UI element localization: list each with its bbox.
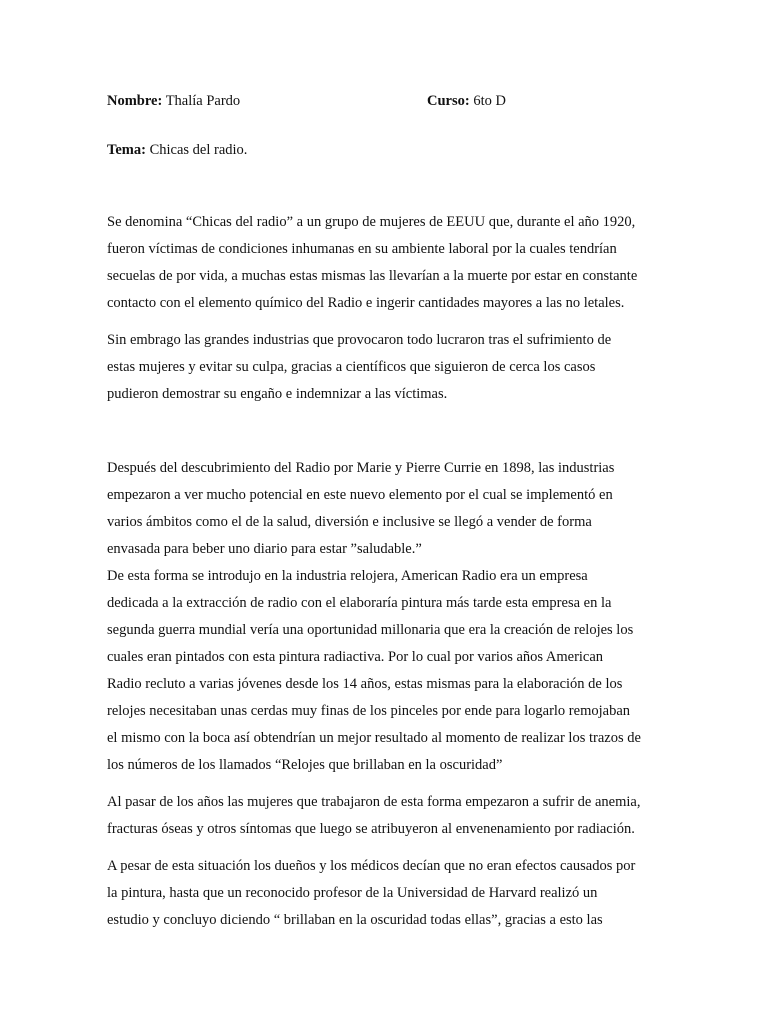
- paragraph-2-line: Sin embrago las grandes industrias que provocaron todo lucraron tras el sufrimiento de: [107, 332, 612, 348]
- paragraph-1-line: contacto con el elemento químico del Radio e ingerir cantidades mayores a las no letales.: [107, 295, 625, 311]
- paragraph-3-line: empezaron a ver mucho potencial en este nuevo elemento por el cual se implementó en: [107, 487, 613, 503]
- paragraph-5-line: A pesar de esta situación los dueños y los médicos decían que no eran efectos causados por: [107, 858, 636, 874]
- paragraph-4-line: Al pasar de los años las mujeres que trabajaron de esta forma empezaron a sufrir de anemia,: [107, 794, 641, 810]
- paragraph-3-line: segunda guerra mundial vería una oportunidad millonaria que era la creación de relojes los: [107, 622, 634, 638]
- topic-row: [107, 141, 247, 159]
- paragraph-3-line: cuales eran pintados con esta pintura radiactiva. Por lo cual por varios años American: [107, 649, 604, 665]
- paragraph-1-line: secuelas de por vida, a muchas estas mismas las llevarían a la muerte por estar en constante: [107, 268, 638, 284]
- paragraph-5-line: estudio y concluyo diciendo “ brillaban en la oscuridad todas ellas”, gracias a esto las: [107, 912, 603, 928]
- paragraph-3-line: De esta forma se introdujo en la industria relojera, American Radio era un empresa: [107, 568, 588, 584]
- paragraph-3-line: dedicada a la extracción de radio con el elaboraría pintura más tarde esta empresa en la: [107, 595, 612, 611]
- paragraph-3-line: relojes necesitaban unas cerdas muy finas de los pinceles por ende para logarlo remojaban: [107, 703, 631, 719]
- topic-label: Tema:: [107, 142, 146, 158]
- course-value: 6to D: [473, 93, 506, 109]
- topic-value: Chicas del radio.: [149, 142, 248, 158]
- paragraph-3-line: Radio recluto a varias jóvenes desde los 14 años, estas mismas para la elaboración de los: [107, 676, 623, 692]
- paragraph-3-line: los números de los llamados “Relojes que brillaban en la oscuridad”: [107, 757, 503, 773]
- course-label: Curso:: [427, 93, 470, 109]
- paragraph-2-line: pudieron demostrar su engaño e indemnizar a las víctimas.: [107, 386, 448, 402]
- name-value: Thalía Pardo: [165, 93, 241, 109]
- paragraph-3-line: envasada para beber uno diario para estar ”saludable.”: [107, 541, 422, 557]
- paragraph-3-line: varios ámbitos como el de la salud, diversión e inclusive se llegó a vender de forma: [107, 514, 592, 530]
- paragraph-2-line: estas mujeres y evitar su culpa, gracias a científicos que siguieron de cerca los casos: [107, 359, 596, 375]
- paragraph-5-line: la pintura, hasta que un reconocido profesor de la Universidad de Harvard realizó un: [107, 885, 598, 901]
- course-row: [427, 92, 506, 110]
- paragraph-3-line: Después del descubrimiento del Radio por Marie y Pierre Currie en 1898, las industrias: [107, 460, 615, 476]
- paragraph-1-line: Se denomina “Chicas del radio” a un grupo de mujeres de EEUU que, durante el año 1920,: [107, 214, 636, 230]
- name-label: Nombre:: [107, 93, 163, 109]
- paragraph-1-line: fueron víctimas de condiciones inhumanas en su ambiente laboral por la cuales tendrían: [107, 241, 617, 257]
- paragraph-3-line: el mismo con la boca así obtendrían un mejor resultado al momento de realizar los trazos de: [107, 730, 641, 746]
- student-name-row: [107, 92, 240, 110]
- paragraph-4-line: fracturas óseas y otros síntomas que luego se atribuyeron al envenenamiento por radiación.: [107, 821, 635, 837]
